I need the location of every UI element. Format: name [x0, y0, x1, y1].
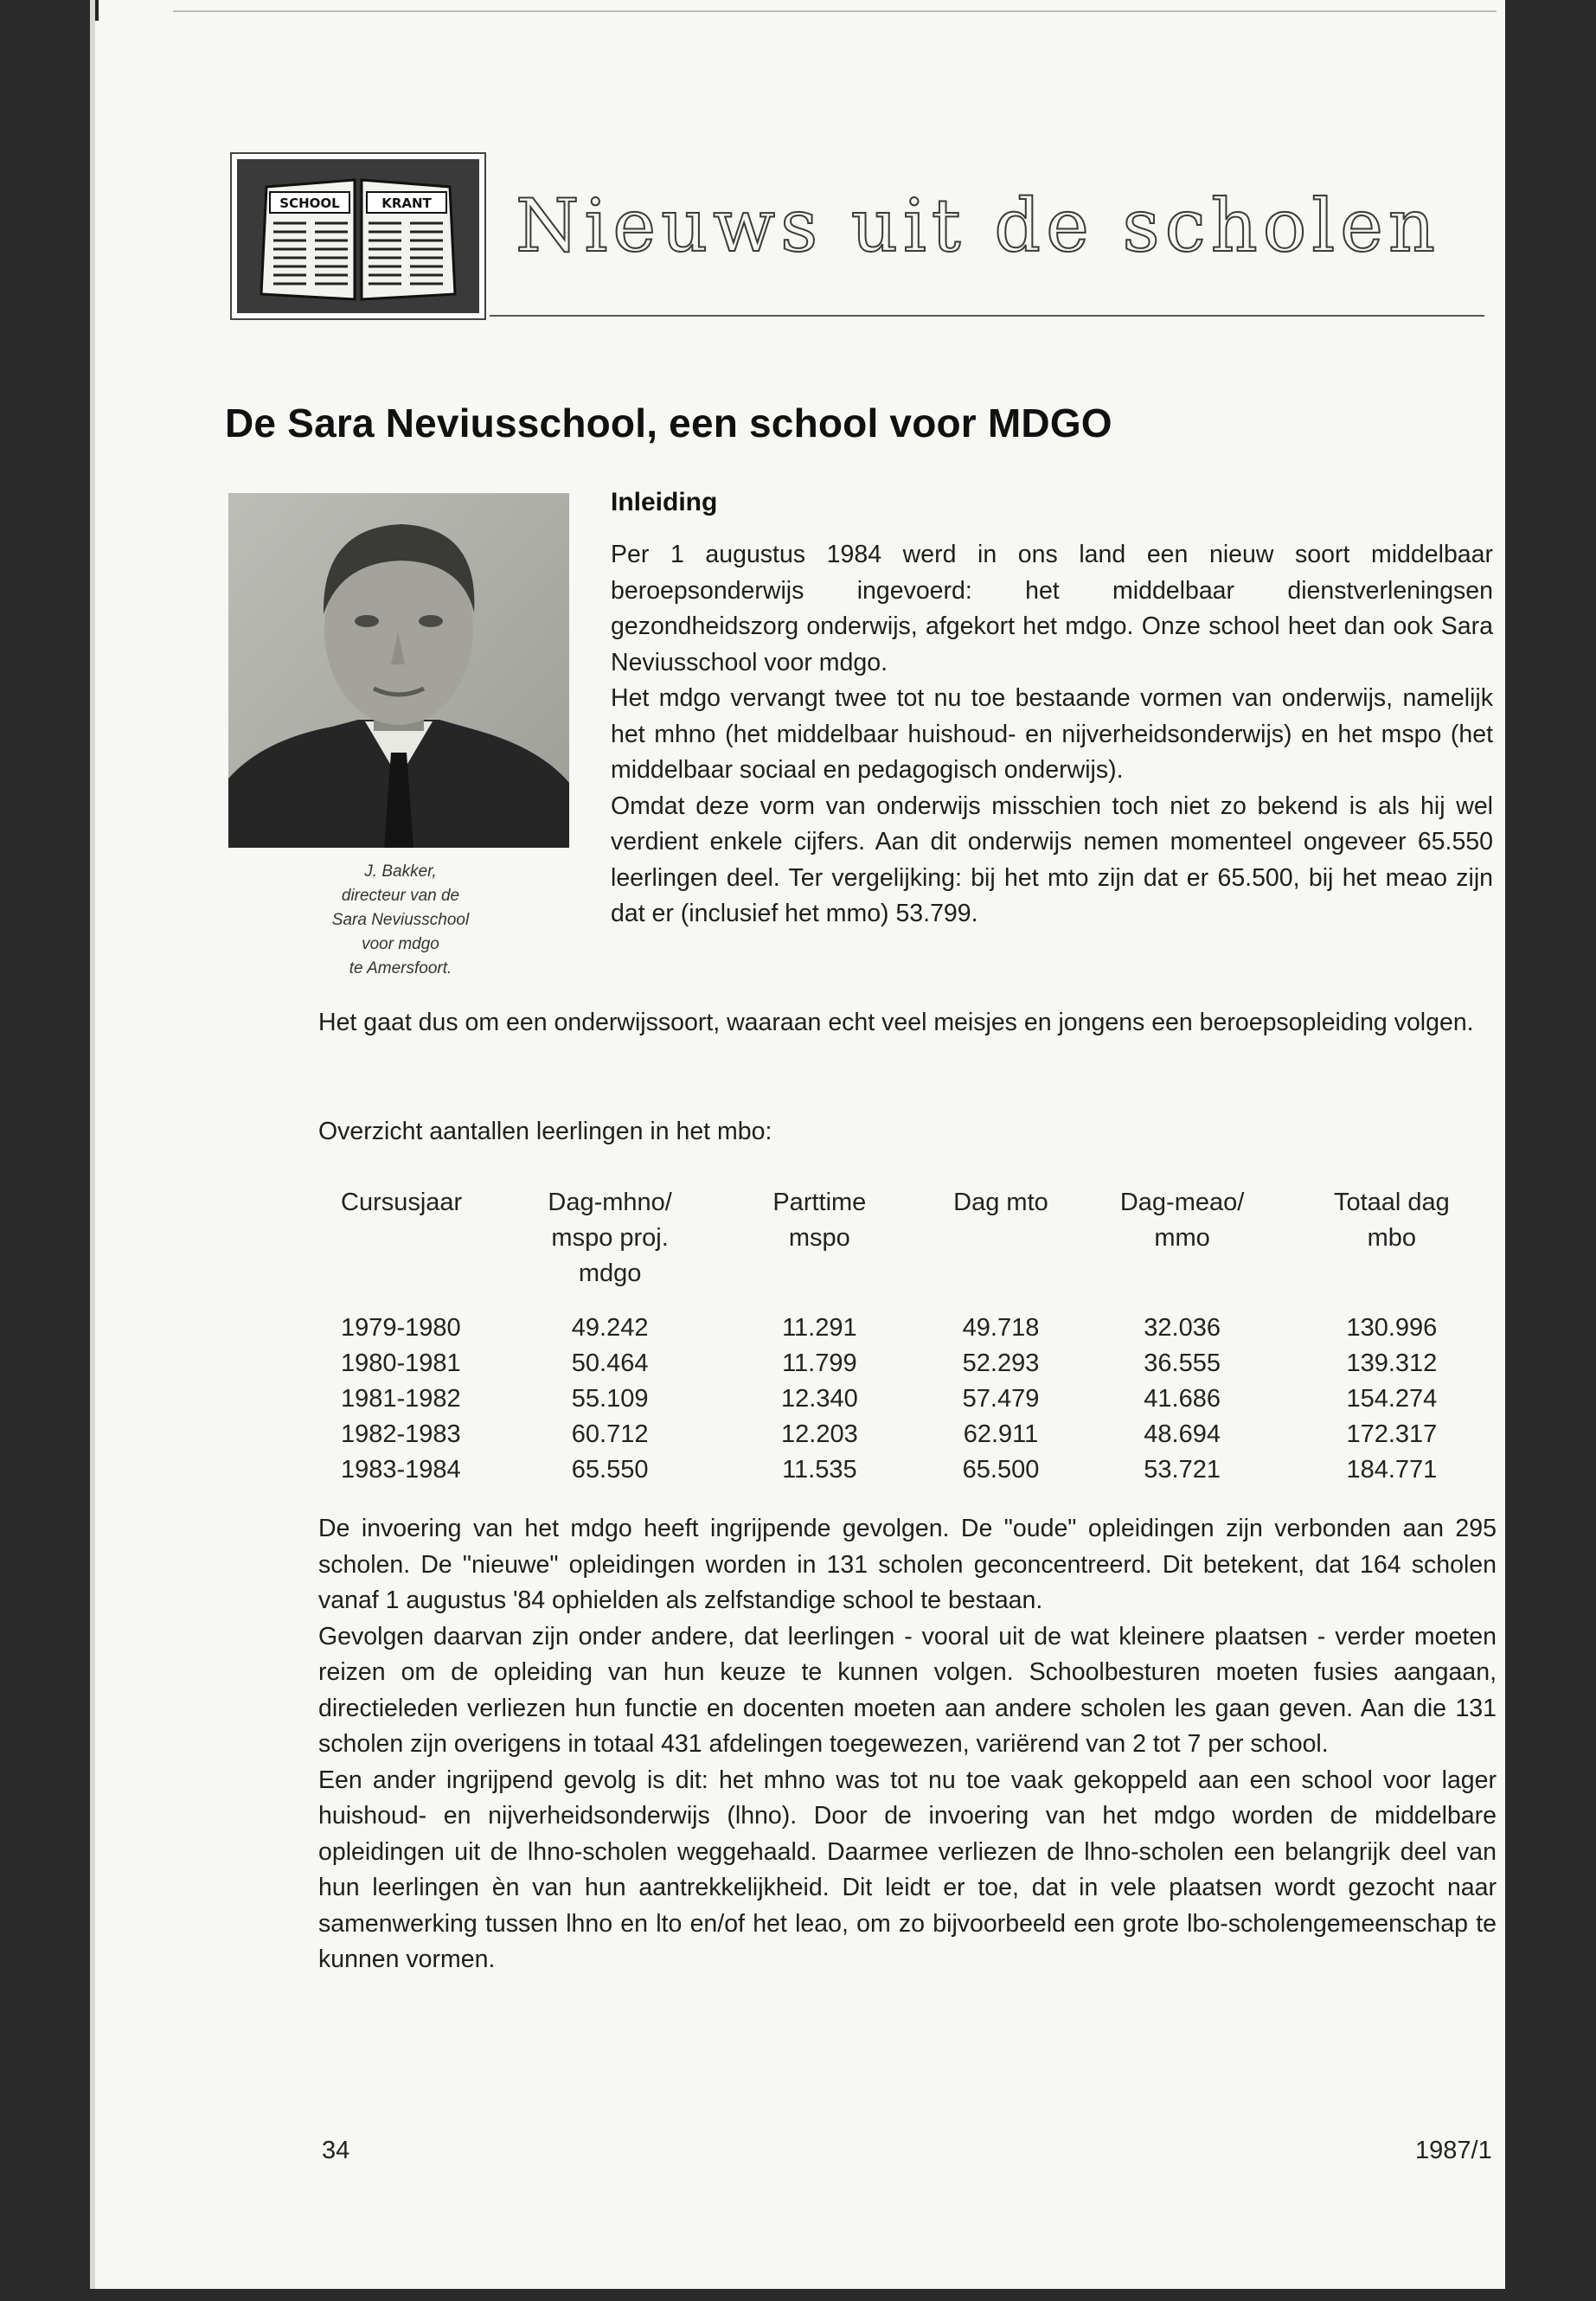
table-cell: 32.036: [1144, 1314, 1221, 1342]
table-cell: 65.500: [962, 1456, 1040, 1484]
table-row: [318, 1346, 1497, 1381]
table-cell: 11.799: [782, 1349, 857, 1377]
column-header: Totaal dag mbo: [1333, 1189, 1450, 1252]
intro-continuation: Het gaat dus om een onderwijssoort, waaraan echt veel meisjes en jongens een beroepsopleiding volgen.: [318, 1009, 1474, 1036]
table-cell: 11.535: [782, 1456, 857, 1484]
caption-line: Sara Neviusschool: [331, 911, 470, 929]
portrait-photo: [228, 493, 569, 848]
table-header-row: [318, 1185, 1497, 1311]
column-header: Dag mto: [953, 1189, 1048, 1216]
table-cell: 50.464: [571, 1349, 649, 1377]
issue-number: 1987/1: [1415, 2137, 1492, 2164]
table-cell: 55.109: [571, 1385, 649, 1413]
page-corner-mark: [95, 0, 99, 21]
caption-line: voor mdgo: [362, 935, 439, 953]
table-cell: 49.718: [962, 1314, 1040, 1342]
caption-line: J. Bakker,: [364, 862, 437, 881]
column-header: Cursusjaar: [341, 1189, 463, 1216]
table-cell: 48.694: [1144, 1420, 1221, 1448]
table-cell: 36.555: [1144, 1349, 1221, 1377]
table-cell: 1982-1983: [341, 1420, 461, 1448]
table-cell: 65.550: [571, 1456, 649, 1484]
paragraph: Een ander ingrijpend gevolg is dit: het mhno was tot nu toe vaak gekoppeld aan een school voor lager huishoud- en nijverheidsonderwijs (lhno). Door de invoering van het mdgo worden de middelbare opleidingen uit de lhno-scholen weggehaald. Daarmee verliezen de lhno-scholen een belangrijk deel van hun leerlingen èn van hun aantrekkelijkheid. Dit leidt er toe, dat in vele plaatsen wordt gezocht naar samenwerking tussen lhno en lto en/of het leao, om zo bijvoorbeeld een grote lbo-scholengemeenschap te kunnen vormen.: [318, 1766, 1497, 1973]
table-row: [318, 1452, 1497, 1488]
column-header: Dag-mhno/ mspo proj. mdgo: [548, 1189, 672, 1287]
table-cell: 60.712: [571, 1420, 649, 1448]
table-cell: 1983-1984: [341, 1456, 461, 1484]
table-cell: 62.911: [963, 1420, 1039, 1448]
table-cell: 53.721: [1144, 1456, 1221, 1484]
table-cell: 1980-1981: [341, 1349, 461, 1377]
table-cell: 12.340: [781, 1385, 858, 1413]
intro-text: [611, 537, 1493, 933]
table-cell: 184.771: [1346, 1456, 1438, 1484]
magazine-page: [90, 0, 1505, 2289]
photo-caption: [230, 860, 571, 981]
table-cell: 1981-1982: [341, 1385, 461, 1413]
paragraph: Per 1 augustus 1984 werd in ons land een nieuw soort middelbaar beroepsonderwijs ingevoerd: het middelbaar dienstverleningsen gezondheidszorg onderwijs, afgekort het mdgo. Onze school heet dan ook Sara Neviusschool voor mdgo.: [611, 541, 1493, 676]
table-cell: 11.291: [782, 1314, 857, 1342]
paragraph: Omdat deze vorm van onderwijs misschien toch niet zo bekend is als hij wel verdient enkele cijfers. Aan dit onderwijs nemen momenteel ongeveer 65.550 leerlingen deel. Ter vergelijking: bij het mto zijn dat er 65.500, bij het meao zijn dat er (inclusief het mmo) 53.799.: [611, 792, 1493, 927]
table-cell: 57.479: [962, 1385, 1040, 1413]
table-cell: 139.312: [1346, 1349, 1438, 1377]
table-cell: 41.686: [1144, 1385, 1221, 1413]
table-row: [318, 1311, 1497, 1346]
newspaper-icon: [232, 154, 484, 318]
students-table: [318, 1185, 1497, 1488]
table-cell: 172.317: [1346, 1420, 1438, 1448]
section-title: Nieuws uit de scholen: [516, 183, 1440, 268]
subheading: Inleiding: [611, 488, 718, 516]
column-header: Dag-meao/ mmo: [1119, 1189, 1245, 1252]
table-cell: 12.203: [781, 1420, 858, 1448]
logo-word-krant: KRANT: [381, 195, 432, 211]
paragraph: De invoering van het mdgo heeft ingrijpende gevolgen. De "oude" opleidingen zijn verbonden aan 295 scholen. De "nieuwe" opleidingen worden in 131 scholen geconcentreerd. Dit betekent, dat 164 scholen vanaf 1 augustus '84 ophielden als zelfstandige school te bestaan.: [318, 1515, 1497, 1614]
paragraph: Het mdgo vervangt twee tot nu toe bestaande vormen van onderwijs, namelijk het mhno (het middelbaar huishoud- en nijverheidsonderwijs) en het mspo (het middelbaar sociaal en pedagogisch onderwijs).: [611, 684, 1493, 784]
caption-line: te Amersfoort.: [349, 959, 452, 977]
table-row: [318, 1381, 1497, 1417]
table-cell: 154.274: [1346, 1385, 1438, 1413]
page-number: 34: [322, 2137, 350, 2164]
header-rule: [490, 315, 1484, 317]
article-title: De Sara Neviusschool, een school voor MDGO: [225, 401, 1112, 445]
logo-word-school: SCHOOL: [279, 195, 340, 211]
table-cell: 130.996: [1346, 1314, 1438, 1342]
caption-line: directeur van de: [341, 887, 460, 905]
table-row: [318, 1417, 1497, 1452]
table-cell: 52.293: [962, 1349, 1040, 1377]
schoolkrant-logo: [230, 152, 486, 320]
paragraph: Gevolgen daarvan zijn onder andere, dat leerlingen - vooral uit de wat kleinere plaatsen - verder moeten reizen om de opleiding van hun keuze te kunnen volgen. Schoolbesturen moeten fusies aangaan, directieleden verliezen hun functie en docenten moeten aan andere scholen les gaan geven. Aan die 131 scholen zijn overigens in totaal 431 afdelingen toegewezen, variërend van 2 tot 7 per school.: [318, 1622, 1497, 1758]
top-edge-line: [173, 10, 1497, 12]
table-title: Overzicht aantallen leerlingen in het mbo:: [318, 1118, 772, 1145]
table-cell: 1979-1980: [341, 1314, 461, 1342]
body-text: [318, 1511, 1497, 1978]
table-cell: 49.242: [571, 1314, 649, 1342]
column-header: Parttime mspo: [772, 1189, 867, 1252]
